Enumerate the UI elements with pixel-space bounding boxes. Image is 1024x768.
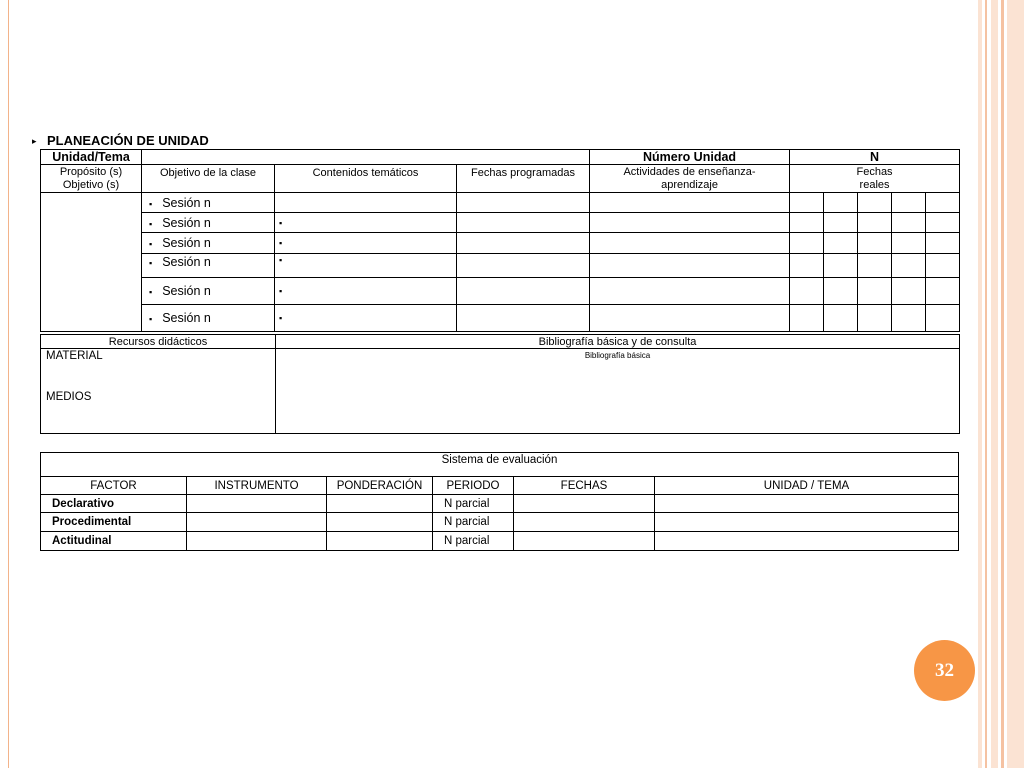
real-dates-header: Fechas reales <box>790 165 960 193</box>
factor-header: FACTOR <box>41 477 187 495</box>
real-date-cell[interactable] <box>892 213 926 233</box>
real-date-cell[interactable] <box>926 305 960 332</box>
real-date-cell[interactable] <box>892 193 926 213</box>
planning-table <box>40 149 960 332</box>
table-row <box>41 495 959 513</box>
table-row <box>41 513 959 532</box>
unit-topic-header: UNIDAD / TEMA <box>655 477 959 495</box>
real-date-cell[interactable] <box>790 233 824 254</box>
activity-cell[interactable] <box>590 305 790 332</box>
bullet-icon: ▪ <box>279 238 283 248</box>
table-row <box>41 193 960 213</box>
real-date-cell[interactable] <box>790 193 824 213</box>
bullet-icon: ▪ <box>279 313 283 323</box>
bullet-icon: ▪ <box>149 239 153 249</box>
real-date-cell[interactable] <box>858 278 892 305</box>
scheduled-date-cell[interactable] <box>457 233 590 254</box>
table-row <box>41 532 959 551</box>
session-cell: ▪ Sesión n <box>142 305 275 332</box>
real-date-cell[interactable] <box>858 213 892 233</box>
evaluation-table <box>40 452 959 551</box>
weighting-header: PONDERACIÓN <box>327 477 433 495</box>
real-date-cell[interactable] <box>892 305 926 332</box>
instrument-cell[interactable] <box>187 495 327 513</box>
bibliography-cell[interactable] <box>276 349 960 434</box>
real-date-cell[interactable] <box>926 213 960 233</box>
contents-cell[interactable] <box>275 213 457 233</box>
real-date-cell[interactable] <box>790 254 824 278</box>
unit-topic-cell[interactable] <box>655 532 959 551</box>
real-date-cell[interactable] <box>858 254 892 278</box>
scheduled-date-cell[interactable] <box>457 213 590 233</box>
contents-cell[interactable] <box>275 278 457 305</box>
weighting-cell[interactable] <box>327 513 433 532</box>
media-label: MEDIOS <box>46 391 92 403</box>
contents-header: Contenidos temáticos <box>275 165 457 193</box>
session-cell: ▪ Sesión n <box>142 254 275 278</box>
bullet-icon: ▪ <box>279 217 283 228</box>
weighting-cell[interactable] <box>327 532 433 551</box>
collapse-arrow-icon: ▸ <box>32 136 37 146</box>
real-date-cell[interactable] <box>790 305 824 332</box>
slide-number-badge: 32 <box>914 640 975 701</box>
real-date-cell[interactable] <box>824 278 858 305</box>
bullet-icon: ▪ <box>149 287 153 297</box>
contents-cell[interactable] <box>275 305 457 332</box>
real-date-cell[interactable] <box>892 254 926 278</box>
real-date-cell[interactable] <box>926 254 960 278</box>
session-cell: ▪ Sesión n <box>142 213 275 233</box>
dates-cell[interactable] <box>514 532 655 551</box>
resources-cell[interactable] <box>41 349 276 434</box>
table-row <box>41 233 960 254</box>
dates-header: FECHAS <box>514 477 655 495</box>
table-row <box>41 305 960 332</box>
table-row <box>41 278 960 305</box>
resources-table <box>40 334 960 434</box>
real-date-cell[interactable] <box>790 213 824 233</box>
scheduled-date-cell[interactable] <box>457 278 590 305</box>
objective-header: Objetivo de la clase <box>142 165 275 193</box>
real-date-cell[interactable] <box>892 278 926 305</box>
real-date-cell[interactable] <box>824 213 858 233</box>
factor-cell: Actitudinal <box>41 532 187 551</box>
instrument-header: INSTRUMENTO <box>187 477 327 495</box>
factor-cell: Declarativo <box>41 495 187 513</box>
right-edge-stripe <box>985 0 987 768</box>
bullet-icon: ▪ <box>149 218 153 229</box>
real-date-cell[interactable] <box>926 278 960 305</box>
instrument-cell[interactable] <box>187 513 327 532</box>
bullet-icon: ▪ <box>149 258 153 268</box>
unit-value-cell[interactable] <box>142 150 590 165</box>
unit-topic-cell[interactable] <box>655 495 959 513</box>
unit-number-value: N <box>790 150 960 165</box>
dates-cell[interactable] <box>514 495 655 513</box>
bullet-icon: ▪ <box>279 286 283 296</box>
unit-label: Unidad/Tema <box>41 150 142 165</box>
real-date-cell[interactable] <box>858 193 892 213</box>
real-date-cell[interactable] <box>824 305 858 332</box>
activity-cell[interactable] <box>590 254 790 278</box>
scheduled-date-cell[interactable] <box>457 193 590 213</box>
real-date-cell[interactable] <box>858 233 892 254</box>
contents-cell[interactable] <box>275 193 457 213</box>
bullet-icon: ▪ <box>149 314 153 324</box>
purpose-cell[interactable] <box>41 193 142 332</box>
material-label: MATERIAL <box>46 350 103 362</box>
unit-row <box>41 150 960 165</box>
period-header: PERIODO <box>433 477 514 495</box>
right-edge-stripe <box>991 0 998 768</box>
session-cell: ▪ Sesión n <box>142 193 275 213</box>
session-cell: ▪ Sesión n <box>142 233 275 254</box>
evaluation-title: Sistema de evaluación <box>41 453 959 477</box>
right-edge-stripe <box>978 0 982 768</box>
bullet-icon: ▪ <box>279 255 283 265</box>
activity-cell[interactable] <box>590 278 790 305</box>
real-date-cell[interactable] <box>824 193 858 213</box>
period-cell: N parcial <box>433 532 514 551</box>
period-cell: N parcial <box>433 495 514 513</box>
weighting-cell[interactable] <box>327 495 433 513</box>
real-date-cell[interactable] <box>824 233 858 254</box>
session-cell: ▪ Sesión n <box>142 278 275 305</box>
bibliography-header: Bibliografía básica y de consulta <box>276 335 960 349</box>
contents-cell[interactable] <box>275 233 457 254</box>
real-date-cell[interactable] <box>858 305 892 332</box>
real-date-cell[interactable] <box>926 193 960 213</box>
left-edge-line <box>8 0 9 768</box>
period-cell: N parcial <box>433 513 514 532</box>
scheduled-dates-header: Fechas programadas <box>457 165 590 193</box>
instrument-cell[interactable] <box>187 532 327 551</box>
header-row <box>41 165 960 193</box>
contents-cell[interactable] <box>275 254 457 278</box>
activity-cell[interactable] <box>590 213 790 233</box>
document-title: PLANEACIÓN DE UNIDAD <box>47 133 209 148</box>
right-edge-stripe <box>1001 0 1004 768</box>
activity-cell[interactable] <box>590 193 790 213</box>
unit-number-label: Número Unidad <box>590 150 790 165</box>
real-date-cell[interactable] <box>892 233 926 254</box>
table-row <box>41 213 960 233</box>
unit-topic-cell[interactable] <box>655 513 959 532</box>
activity-cell[interactable] <box>590 233 790 254</box>
resources-header: Recursos didácticos <box>41 335 276 349</box>
right-edge-stripe <box>1007 0 1024 768</box>
dates-cell[interactable] <box>514 513 655 532</box>
real-date-cell[interactable] <box>824 254 858 278</box>
bullet-icon: ▪ <box>149 198 153 209</box>
bibliography-basic-label: Bibliografía básica <box>584 351 651 360</box>
scheduled-date-cell[interactable] <box>457 305 590 332</box>
purpose-header: Propósito (s) Objetivo (s) <box>41 165 142 193</box>
evaluation-header-row <box>41 477 959 495</box>
real-date-cell[interactable] <box>926 233 960 254</box>
factor-cell: Procedimental <box>41 513 187 532</box>
real-date-cell[interactable] <box>790 278 824 305</box>
table-row <box>41 254 960 278</box>
activities-header: Actividades de enseñanza- aprendizaje <box>590 165 790 193</box>
scheduled-date-cell[interactable] <box>457 254 590 278</box>
